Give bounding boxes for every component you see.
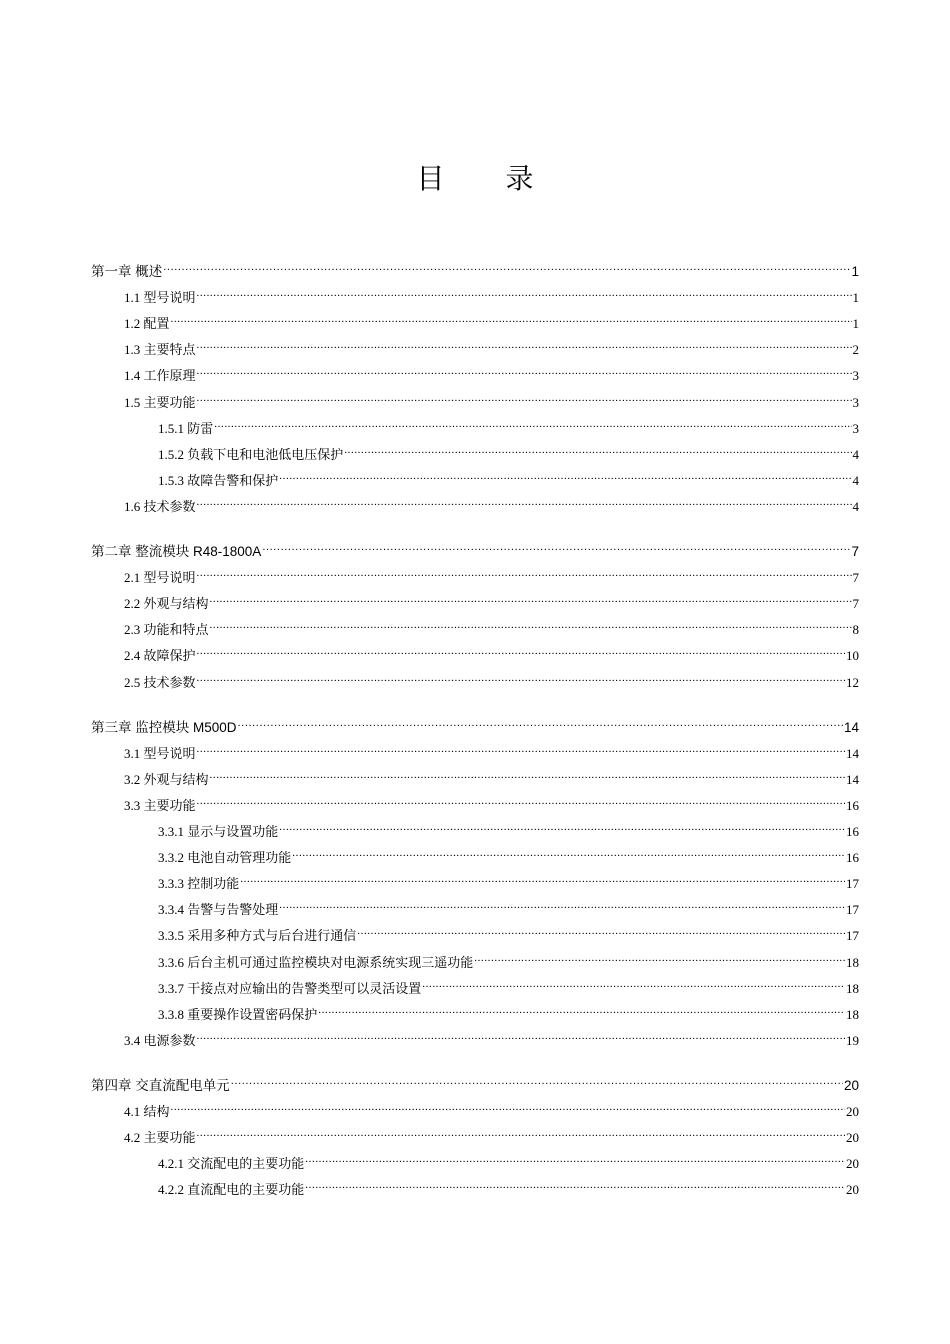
toc-entry[interactable]: [158, 439, 859, 462]
dot-leader: [231, 1070, 843, 1090]
toc-entry-page-number: 4: [852, 473, 859, 488]
toc-entry-label: 2.2 外观与结构: [124, 596, 209, 611]
toc-entry-label: 2.4 故障保护: [124, 648, 196, 663]
toc-entry-page-number: 10: [846, 648, 859, 663]
toc-chapter-entry[interactable]: [91, 536, 859, 559]
toc-entry-page-number: 20: [846, 1182, 859, 1197]
toc-entry-label: 1.6 技术参数: [124, 499, 196, 514]
toc-entry[interactable]: [158, 920, 859, 943]
dot-leader: [292, 842, 845, 862]
toc-entry-page-number: 8: [852, 622, 859, 637]
toc-entry-page-number: 14: [843, 720, 859, 735]
dot-leader: [197, 562, 852, 582]
toc-entry-page-number: 17: [846, 876, 859, 891]
dot-leader: [210, 764, 845, 784]
toc-entry-page-number: 1: [852, 316, 859, 331]
dot-leader: [197, 1025, 845, 1045]
toc-entry[interactable]: [124, 738, 859, 761]
toc-entry[interactable]: [158, 465, 859, 488]
dot-leader: [163, 256, 850, 276]
toc-entry-page-number: 19: [846, 1033, 859, 1048]
toc-entry[interactable]: [124, 764, 859, 787]
toc-entry[interactable]: [158, 947, 859, 970]
toc-entry-label: 3.3.6 后台主机可通过监控模块对电源系统实现三遥功能: [158, 955, 474, 970]
dot-leader: [279, 894, 845, 914]
dot-leader: [197, 640, 845, 660]
toc-entry-label: 1.5 主要功能: [124, 395, 196, 410]
toc-entry-label: 3.3.1 显示与设置功能: [158, 824, 279, 839]
dot-leader: [214, 413, 851, 433]
toc-entry-page-number: 16: [846, 824, 859, 839]
toc-entry-label: 2.5 技术参数: [124, 675, 196, 690]
toc-entry[interactable]: [158, 868, 859, 891]
toc-entry-label: 第三章 监控模块 M500D: [91, 720, 237, 735]
toc-entry-page-number: 3: [852, 421, 859, 436]
toc-entry-page-number: 20: [843, 1078, 859, 1093]
toc-chapter-entry[interactable]: [91, 256, 859, 279]
dot-leader: [238, 712, 843, 732]
toc-entry[interactable]: [124, 334, 859, 357]
dot-leader: [210, 614, 852, 634]
toc-entry[interactable]: [124, 1122, 859, 1145]
toc-entry[interactable]: [124, 282, 859, 305]
toc-entry[interactable]: [124, 667, 859, 690]
toc-entry-label: 1.4 工作原理: [124, 368, 196, 383]
toc-entry-page-number: 1: [851, 264, 859, 279]
toc-entry-page-number: 20: [846, 1156, 859, 1171]
dot-leader: [422, 973, 845, 993]
toc-entry-page-number: 4: [852, 447, 859, 462]
toc-entry[interactable]: [158, 1148, 859, 1171]
toc-entry-page-number: 3: [852, 395, 859, 410]
toc-entry[interactable]: [158, 894, 859, 917]
dot-leader: [171, 308, 852, 328]
toc-entry[interactable]: [158, 816, 859, 839]
toc-entry-page-number: 4: [852, 499, 859, 514]
toc-entry[interactable]: [124, 1096, 859, 1119]
toc-entry-label: 4.2.1 交流配电的主要功能: [158, 1156, 305, 1171]
toc-chapter-entry[interactable]: [91, 1070, 859, 1093]
dot-leader: [197, 491, 852, 511]
toc-entry-label: 4.1 结构: [124, 1104, 170, 1119]
dot-leader: [240, 868, 845, 888]
dot-leader: [279, 816, 845, 836]
toc-entry-label: 3.3.5 采用多种方式与后台进行通信: [158, 928, 357, 943]
toc-entry-label: 1.5.3 故障告警和保护: [158, 473, 279, 488]
toc-entry[interactable]: [124, 588, 859, 611]
toc-entry-label: 第四章 交直流配电单元: [91, 1078, 230, 1093]
toc-entry-label: 3.2 外观与结构: [124, 772, 209, 787]
toc-chapter-entry[interactable]: [91, 712, 859, 735]
toc-entry-page-number: 18: [846, 1007, 859, 1022]
toc-entry-label: 3.1 型号说明: [124, 746, 196, 761]
toc-entry-label: 1.2 配置: [124, 316, 170, 331]
toc-entry[interactable]: [158, 413, 859, 436]
dot-leader: [305, 1174, 845, 1194]
toc-entry-page-number: 16: [846, 798, 859, 813]
toc-entry-page-number: 20: [846, 1104, 859, 1119]
dot-leader: [197, 360, 852, 380]
toc-entry-page-number: 16: [846, 850, 859, 865]
dot-leader: [474, 947, 845, 967]
toc-entry-label: 4.2.2 直流配电的主要功能: [158, 1182, 305, 1197]
dot-leader: [305, 1148, 845, 1168]
dot-leader: [279, 465, 851, 485]
toc-entry-page-number: 17: [846, 902, 859, 917]
toc-entry[interactable]: [158, 1174, 859, 1197]
toc-entry-label: 3.3.7 干接点对应输出的告警类型可以灵活设置: [158, 981, 422, 996]
toc-entry-page-number: 1: [852, 290, 859, 305]
toc-entry[interactable]: [124, 308, 859, 331]
toc-entry-label: 3.3.4 告警与告警处理: [158, 902, 279, 917]
toc-entry-label: 1.5.2 负载下电和电池低电压保护: [158, 447, 344, 462]
toc-entry-label: 2.1 型号说明: [124, 570, 196, 585]
toc-entry-label: 2.3 功能和特点: [124, 622, 209, 637]
toc-entry-label: 3.3 主要功能: [124, 798, 196, 813]
toc-entry-label: 3.3.3 控制功能: [158, 876, 240, 891]
toc-entry-page-number: 18: [846, 955, 859, 970]
toc-entry-label: 1.5.1 防雷: [158, 421, 214, 436]
toc-entry[interactable]: [124, 640, 859, 663]
toc-entry-page-number: 20: [846, 1130, 859, 1145]
toc-entry-label: 1.3 主要特点: [124, 342, 196, 357]
toc-entry[interactable]: [124, 387, 859, 410]
toc-entry[interactable]: [158, 973, 859, 996]
toc-entry[interactable]: [124, 1025, 859, 1048]
toc-entry-page-number: 12: [846, 675, 859, 690]
toc-entry-page-number: 17: [846, 928, 859, 943]
toc-entry-page-number: 7: [852, 570, 859, 585]
dot-leader: [262, 536, 850, 556]
dot-leader: [318, 999, 845, 1019]
toc-entry-page-number: 2: [852, 342, 859, 357]
dot-leader: [197, 738, 845, 758]
page-title: 目 录: [416, 162, 560, 195]
dot-leader: [197, 334, 852, 354]
toc-entry[interactable]: [124, 491, 859, 514]
toc-entry-page-number: 7: [851, 544, 859, 559]
toc-entry[interactable]: [158, 842, 859, 865]
toc-entry-page-number: 3: [852, 368, 859, 383]
dot-leader: [210, 588, 852, 608]
toc-entry-page-number: 14: [846, 772, 859, 787]
toc-entry[interactable]: [124, 790, 859, 813]
dot-leader: [357, 920, 845, 940]
toc-entry-label: 4.2 主要功能: [124, 1130, 196, 1145]
toc-entry-page-number: 18: [846, 981, 859, 996]
toc-entry-label: 3.4 电源参数: [124, 1033, 196, 1048]
toc-entry[interactable]: [124, 562, 859, 585]
toc-entry-label: 3.3.2 电池自动管理功能: [158, 850, 292, 865]
toc-entry-page-number: 14: [846, 746, 859, 761]
dot-leader: [197, 1122, 845, 1142]
toc-entry-label: 1.1 型号说明: [124, 290, 196, 305]
toc-entry-label: 3.3.8 重要操作设置密码保护: [158, 1007, 318, 1022]
dot-leader: [197, 790, 845, 810]
toc-entry[interactable]: [158, 999, 859, 1022]
toc-entry-page-number: 7: [852, 596, 859, 611]
dot-leader: [197, 282, 852, 302]
dot-leader: [171, 1096, 845, 1116]
dot-leader: [197, 667, 845, 687]
toc-entry-label: 第二章 整流模块 R48-1800A: [91, 544, 262, 559]
toc-entry-label: 第一章 概述: [91, 264, 163, 279]
dot-leader: [344, 439, 851, 459]
toc-entry[interactable]: [124, 614, 859, 637]
toc-entry[interactable]: [124, 360, 859, 383]
dot-leader: [197, 387, 852, 407]
